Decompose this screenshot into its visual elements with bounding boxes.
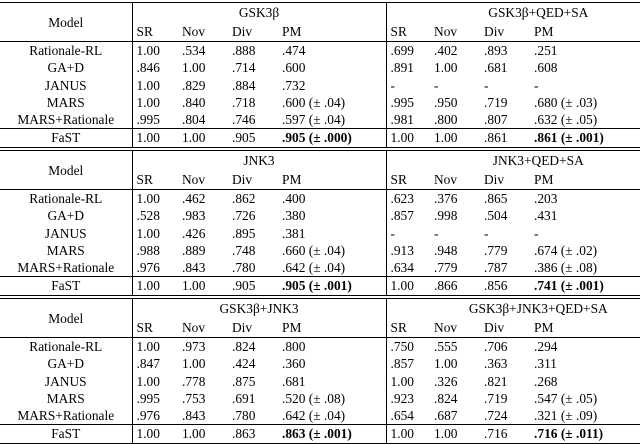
table-cell: .654 [390, 408, 414, 424]
table-cell: .426 [182, 225, 206, 241]
model-name: Rationale-RL [0, 190, 132, 208]
table-cell: .862 [232, 191, 256, 206]
model-name: MARS [0, 242, 132, 259]
model-name: JANUS [0, 77, 132, 94]
table-cell: .995 [390, 94, 414, 110]
model-name: GA+D [0, 59, 132, 76]
table-cell: .923 [390, 390, 414, 406]
table-cell: .863 (± .001) [282, 425, 386, 443]
table-row [0, 77, 640, 94]
header-row [0, 3, 640, 23]
table-cell: .326 [434, 373, 458, 389]
metric-header-div: Div [484, 172, 505, 187]
table-cell: .778 [182, 373, 206, 389]
table-row [0, 111, 640, 129]
table-cell: .294 [534, 339, 558, 354]
table-cell: .804 [182, 112, 206, 128]
table-cell: .905 (± .000) [282, 129, 386, 147]
table-cell: .431 [534, 208, 558, 224]
table-cell: .905 [232, 277, 282, 295]
table-cell: .402 [434, 43, 458, 58]
table-cell: .843 [182, 408, 206, 424]
table-cell: .983 [182, 208, 206, 224]
table-cell: .981 [390, 112, 414, 128]
table-cell: - [484, 77, 489, 93]
model-name: FaST [0, 277, 132, 295]
table-cell: .824 [232, 339, 256, 354]
table-cell: - [434, 225, 439, 241]
table-cell: .821 [484, 373, 508, 389]
model-column-header: Model [0, 299, 132, 338]
table-cell: .555 [434, 339, 458, 354]
results-table-1 [0, 2, 640, 148]
table-row [0, 207, 640, 224]
table-cell: .268 [534, 373, 558, 389]
table-cell: .687 [434, 408, 458, 424]
table-cell: .203 [534, 191, 558, 206]
metric-header-pm: PM [282, 170, 386, 190]
table-cell: 1.00 [182, 425, 232, 443]
table-cell: .913 [390, 242, 414, 258]
metric-header-nov: Nov [182, 24, 206, 39]
table-cell: .779 [434, 260, 458, 276]
table-cell: .520 (± .08) [282, 390, 386, 407]
table-cell: .753 [182, 390, 206, 406]
table-cell: .995 [136, 112, 160, 128]
table-cell: - [484, 225, 489, 241]
table-cell: .623 [390, 191, 414, 206]
table-cell: .608 [534, 60, 558, 76]
table-cell: .534 [182, 43, 206, 58]
table-cell: .973 [182, 339, 206, 354]
table-cell: .995 [136, 390, 160, 406]
table-cell: .360 [282, 355, 386, 372]
table-cell: .779 [484, 242, 508, 258]
model-name: FaST [0, 425, 132, 443]
table-cell: .748 [232, 242, 256, 258]
table-cell: .998 [434, 208, 458, 224]
table-cell: 1.00 [386, 129, 434, 147]
table-cell: .714 [232, 60, 256, 76]
table-cell: .732 [282, 77, 386, 94]
table-cell: .857 [390, 208, 414, 224]
model-name: Rationale-RL [0, 338, 132, 356]
table-cell: .597 (± .04) [282, 111, 386, 129]
table-cell: 1.00 [182, 277, 232, 295]
table-cell: .726 [232, 208, 256, 224]
table-cell: .706 [484, 339, 508, 354]
table-cell: - [390, 77, 396, 93]
table-cell: .948 [434, 242, 458, 258]
table-cell: .462 [182, 191, 206, 206]
table-cell: .863 [232, 425, 282, 443]
table-cell: .846 [136, 60, 160, 76]
metric-header-sr: SR [390, 24, 407, 39]
table-cell: .699 [390, 43, 414, 58]
group-header: JNK3 [132, 151, 386, 171]
metric-header-div: Div [232, 320, 253, 335]
table-cell: .724 [484, 408, 508, 424]
table-cell: 1.00 [434, 425, 484, 443]
table-row [0, 338, 640, 356]
table-row [0, 225, 640, 242]
table-cell: .716 (± .011) [534, 425, 640, 443]
results-table-3 [0, 298, 640, 444]
metric-header-nov: Nov [182, 172, 206, 187]
table-cell: .895 [232, 225, 256, 241]
table-cell: .400 [282, 190, 386, 208]
table-row [0, 407, 640, 425]
table-cell: .528 [136, 208, 160, 224]
table-cell: - [534, 77, 539, 93]
table-cell: 1.00 [182, 356, 206, 372]
table-cell: .642 (± .04) [282, 259, 386, 277]
table-cell: .893 [484, 43, 508, 58]
header-row [0, 299, 640, 319]
table-cell: 1.00 [136, 373, 160, 389]
table-cell: - [534, 225, 539, 241]
model-name: MARS+Rationale [0, 259, 132, 277]
table-cell: .843 [182, 260, 206, 276]
table-cell: .840 [182, 94, 206, 110]
table-cell: .780 [232, 260, 256, 276]
table-cell: .718 [232, 94, 256, 110]
metric-header-nov: Nov [434, 172, 458, 187]
table-cell: .504 [484, 208, 508, 224]
table-cell: .681 [282, 373, 386, 390]
table-cell: 1.00 [386, 425, 434, 443]
table-row [0, 277, 640, 295]
table-cell: 1.00 [132, 425, 182, 443]
table-cell: .363 [484, 356, 508, 372]
model-name: Rationale-RL [0, 42, 132, 60]
table-cell: .474 [282, 42, 386, 60]
metric-header-pm: PM [534, 320, 554, 335]
table-cell: .857 [390, 356, 414, 372]
table-cell: 1.00 [434, 60, 458, 76]
table-cell: .976 [136, 408, 160, 424]
metric-header-pm: PM [534, 24, 554, 39]
table-row [0, 425, 640, 443]
group-header: GSK3β+JNK3 [132, 299, 386, 319]
table-cell: .875 [232, 373, 256, 389]
table-row [0, 355, 640, 372]
table-cell: 1.00 [136, 339, 160, 354]
table-cell: .600 (± .04) [282, 94, 386, 111]
table-cell: .866 [434, 277, 484, 295]
table-cell: .376 [434, 191, 458, 206]
model-name: MARS+Rationale [0, 407, 132, 425]
table-cell: .660 (± .04) [282, 242, 386, 259]
metric-header-nov: Nov [434, 24, 458, 39]
table-cell: .674 (± .02) [534, 242, 598, 258]
table-cell: .719 [484, 390, 508, 406]
table-cell: .386 (± .08) [534, 260, 598, 276]
model-name: MARS [0, 94, 132, 111]
table-cell: .905 (± .001) [282, 277, 386, 295]
table-row [0, 59, 640, 76]
group-header: GSK3β [132, 3, 386, 23]
table-cell: .829 [182, 77, 206, 93]
model-name: GA+D [0, 355, 132, 372]
table-cell: .847 [136, 356, 160, 372]
metric-header-div: Div [232, 172, 253, 187]
table-row [0, 129, 640, 147]
metric-header-nov: Nov [434, 320, 458, 335]
table-cell: 1.00 [136, 94, 160, 110]
table-cell: .741 (± .001) [534, 277, 640, 295]
model-column-header: Model [0, 151, 132, 190]
table-cell: .889 [182, 242, 206, 258]
table-cell: .746 [232, 112, 256, 128]
table-cell: 1.00 [434, 356, 458, 372]
table-row [0, 42, 640, 60]
table-cell: .824 [434, 390, 458, 406]
table-cell: .865 [484, 191, 508, 206]
metric-header-div: Div [484, 24, 505, 39]
table-cell: .988 [136, 242, 160, 258]
results-table-2 [0, 150, 640, 296]
table-cell: .680 (± .03) [534, 94, 598, 110]
table-cell: .634 [390, 260, 414, 276]
table-row [0, 259, 640, 277]
table-cell: 1.00 [434, 129, 484, 147]
table-cell: .716 [484, 425, 534, 443]
table-cell: .547 (± .05) [534, 390, 598, 406]
table-cell: .780 [232, 408, 256, 424]
table-cell: .800 [282, 338, 386, 356]
metric-header-nov: Nov [182, 320, 206, 335]
table-row [0, 373, 640, 390]
table-cell: .321 (± .09) [534, 408, 598, 424]
table-cell: .891 [390, 60, 414, 76]
group-header: JNK3+QED+SA [492, 153, 584, 168]
table-cell: .691 [232, 390, 256, 406]
table-cell: .856 [484, 277, 534, 295]
table-cell: 1.00 [182, 60, 206, 76]
table-cell: .861 (± .001) [534, 129, 640, 147]
table-cell: .888 [232, 43, 256, 58]
metric-header-pm: PM [534, 172, 554, 187]
header-row [0, 151, 640, 171]
table-cell: .380 [282, 207, 386, 224]
table-cell: 1.00 [136, 225, 160, 241]
table-cell: 1.00 [182, 129, 232, 147]
table-cell: .905 [232, 129, 282, 147]
table-cell: .642 (± .04) [282, 407, 386, 425]
metric-header-pm: PM [282, 318, 386, 338]
table-cell: .807 [484, 112, 508, 128]
model-column-header: Model [0, 3, 132, 42]
group-header: GSK3β+JNK3+QED+SA [468, 301, 608, 316]
model-name: JANUS [0, 373, 132, 390]
table-cell: .976 [136, 260, 160, 276]
model-name: MARS [0, 390, 132, 407]
table-cell: .632 (± .05) [534, 112, 598, 128]
table-cell: 1.00 [136, 43, 160, 58]
table-cell: .950 [434, 94, 458, 110]
table-cell: 1.00 [132, 277, 182, 295]
table-cell: 1.00 [386, 277, 434, 295]
metric-header-sr: SR [136, 320, 153, 335]
metric-header-div: Div [484, 320, 505, 335]
metric-header-sr: SR [390, 320, 407, 335]
table-cell: .750 [390, 339, 414, 354]
model-name: FaST [0, 129, 132, 147]
metric-header-pm: PM [282, 22, 386, 42]
table-cell: .787 [484, 260, 508, 276]
table-cell: 1.00 [136, 77, 160, 93]
metric-header-div: Div [232, 24, 253, 39]
table-cell: .884 [232, 77, 256, 93]
table-cell: .861 [484, 129, 534, 147]
table-cell: .381 [282, 225, 386, 242]
table-cell: 1.00 [136, 191, 160, 206]
table-cell: .800 [434, 112, 458, 128]
table-cell: .719 [484, 94, 508, 110]
table-row [0, 242, 640, 259]
table-row [0, 190, 640, 208]
metric-header-sr: SR [136, 172, 153, 187]
model-name: GA+D [0, 207, 132, 224]
model-name: JANUS [0, 225, 132, 242]
model-name: MARS+Rationale [0, 111, 132, 129]
table-cell: .600 [282, 59, 386, 76]
table-row [0, 94, 640, 111]
table-cell: .311 [534, 356, 557, 372]
metric-header-sr: SR [390, 172, 407, 187]
table-cell: .424 [232, 356, 256, 372]
metric-header-sr: SR [136, 24, 153, 39]
table-cell: 1.00 [390, 373, 414, 389]
table-cell: - [390, 225, 395, 241]
group-header: GSK3β+QED+SA [488, 5, 589, 20]
table-cell: - [434, 77, 439, 93]
table-cell: 1.00 [132, 129, 182, 147]
table-cell: .251 [534, 43, 558, 58]
table-cell: .681 [484, 60, 508, 76]
table-row [0, 390, 640, 407]
